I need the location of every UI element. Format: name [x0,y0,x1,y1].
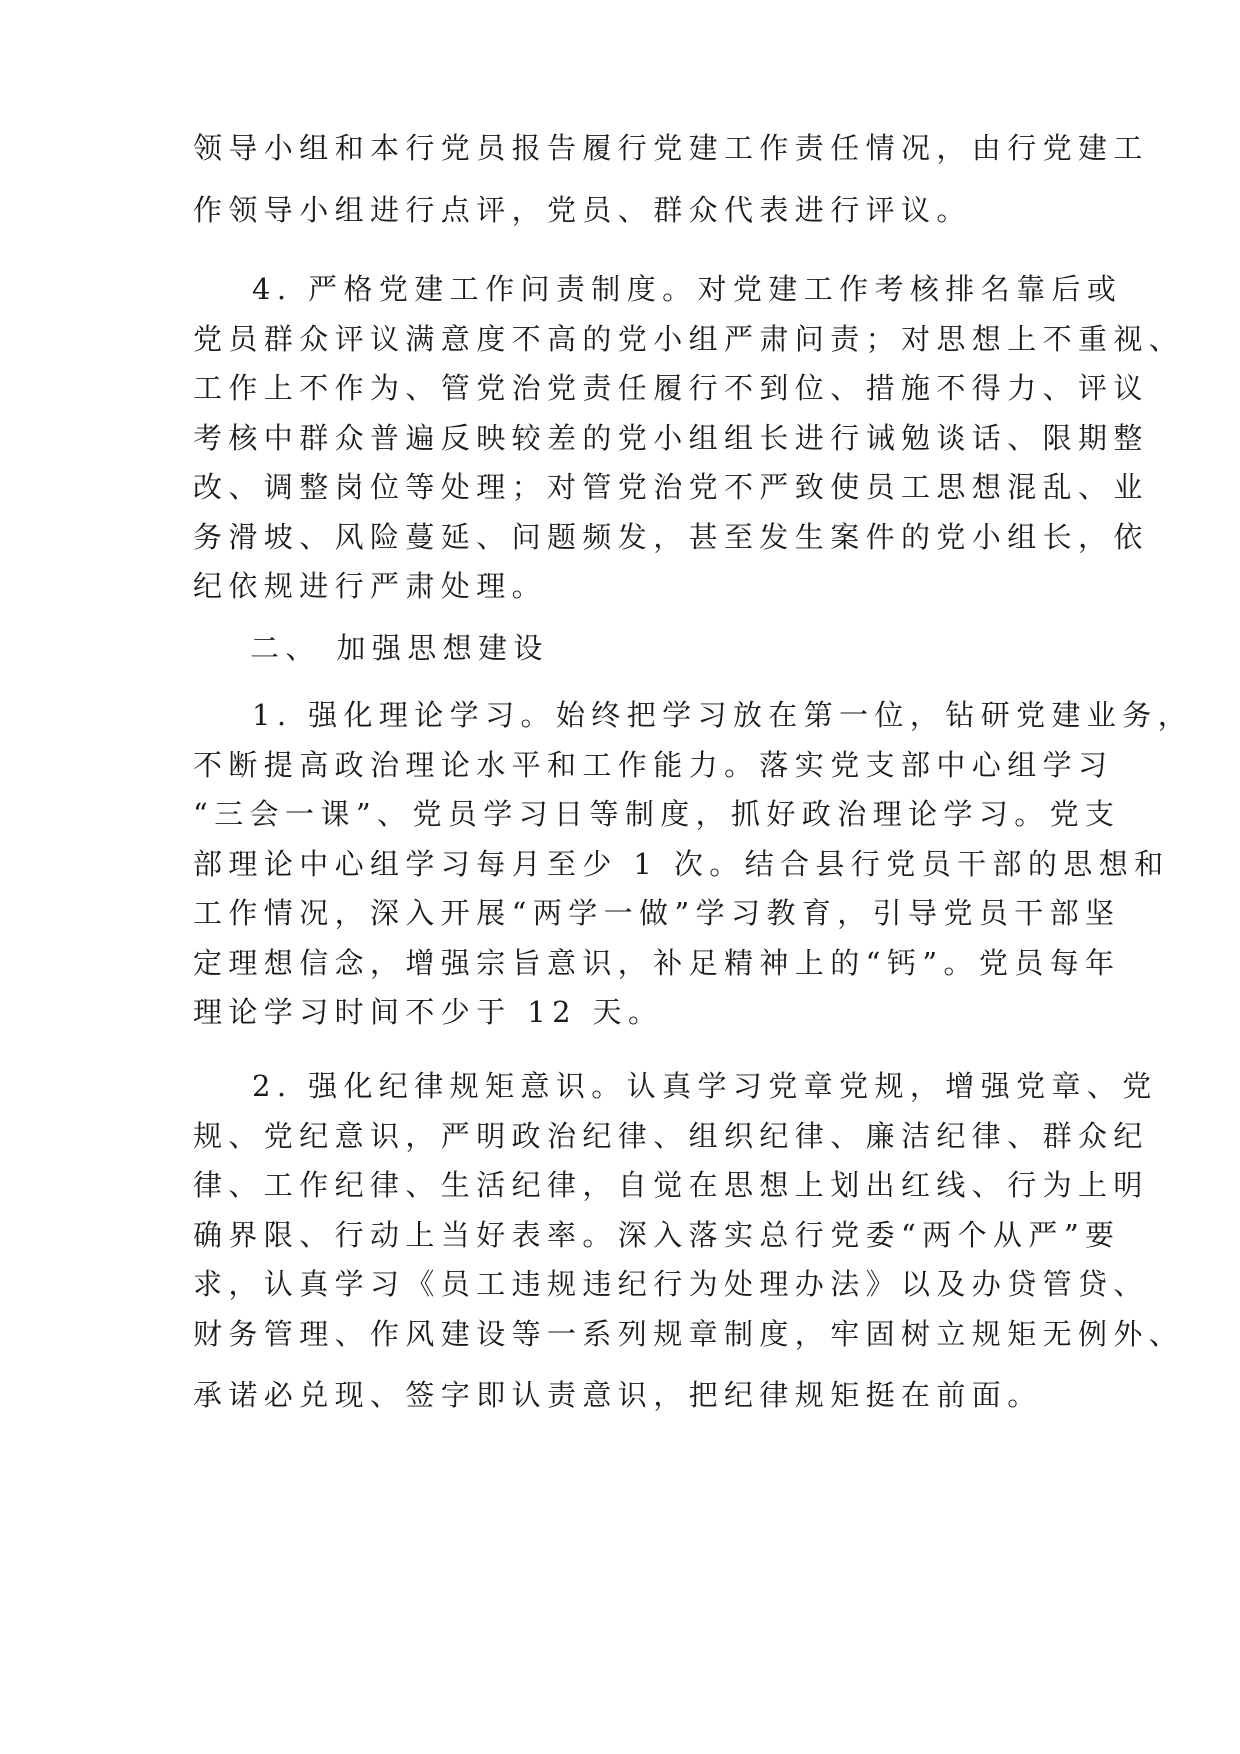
text-line: 部理论中心组学习每月至少 1 次。结合县行党员干部的思想和 [193,847,1170,881]
paragraph-start: 1. 强化理论学习。始终把学习放在第一位，钻研党建业务， [252,698,1194,732]
text-line: 承诺必兑现、签字即认责意识，把纪律规矩挺在前面。 [193,1378,1043,1412]
text-line: “三会一课”、党员学习日等制度，抓好政治理论学习。党支 [193,797,1121,831]
text-line: 工作情况，深入开展“两学一做”学习教育，引导党员干部坚 [193,896,1121,930]
paragraph-start: 2. 强化纪律规矩意识。认真学习党章党规，增强党章、党 [252,1069,1158,1103]
text-line: 定理想信念，增强宗旨意识，补足精神上的“钙”。党员每年 [193,946,1121,980]
text-line: 党员群众评议满意度不高的党小组严肃问责；对思想上不重视、 [193,322,1185,356]
text-line: 求，认真学习《员工违规违纪行为处理办法》以及办贷管贷、 [193,1267,1149,1301]
text-line: 务滑坡、风险蔓延、问题频发，甚至发生案件的党小组长，依 [193,520,1149,554]
paragraph-start: 4. 严格党建工作问责制度。对党建工作考核排名靠后或 [252,272,1123,306]
text-line: 考核中群众普遍反映较差的党小组组长进行诫勉谈话、限期整 [193,421,1149,455]
text-line: 领导小组和本行党员报告履行党建工作责任情况，由行党建工 [193,131,1149,165]
text-line: 工作上不作为、管党治党责任履行不到位、措施不得力、评议 [193,371,1149,405]
text-line: 改、调整岗位等处理；对管党治党不严致使员工思想混乱、业 [193,470,1149,504]
text-line: 作领导小组进行点评，党员、群众代表进行评议。 [193,193,972,227]
text-line: 律、工作纪律、生活纪律，自觉在思想上划出红线、行为上明 [193,1168,1149,1202]
text-line: 纪依规进行严肃处理。 [193,569,548,603]
text-line: 不断提高政治理论水平和工作能力。落实党支部中心组学习 [193,748,1114,782]
text-line: 理论学习时间不少于 12 天。 [193,995,664,1029]
section-heading: 二、 加强思想建设 [250,631,549,665]
text-line: 财务管理、作风建设等一系列规章制度，牢固树立规矩无例外、 [193,1317,1185,1351]
text-line: 确界限、行动上当好表率。深入落实总行党委“两个从严”要 [193,1218,1121,1252]
text-line: 规、党纪意识，严明政治纪律、组织纪律、廉洁纪律、群众纪 [193,1119,1149,1153]
